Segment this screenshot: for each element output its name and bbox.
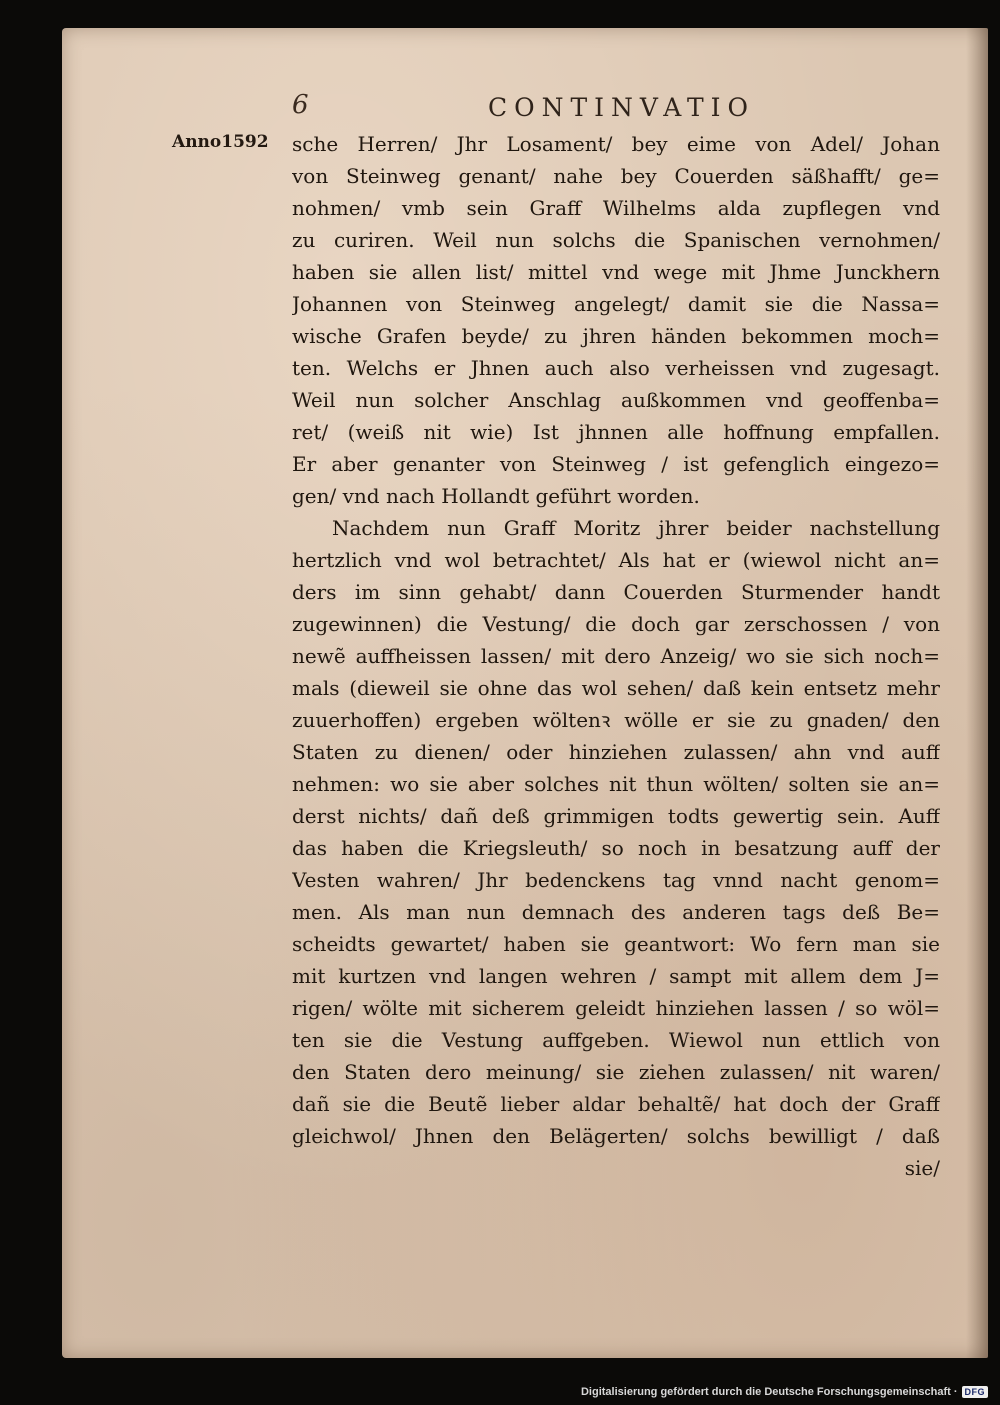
text-line: wische Grafen beyde/ zu jhren händen bekommen moch= <box>292 324 940 348</box>
running-title: CONTINVATIO <box>488 93 756 122</box>
text-line: Weil nun solcher Anschlag außkommen vnd geoffenba= <box>292 388 940 412</box>
text-line: sie/ <box>904 1156 940 1180</box>
text-line: ders im sinn gehabt/ dann Couerden Sturmender handt <box>292 580 940 604</box>
text-line: mit kurtzen vnd langen wehren / sampt mit allem dem J= <box>292 964 940 988</box>
text-line: nohmen/ vmb sein Graff Wilhelms alda zupflegen vnd <box>292 196 940 220</box>
text-line: nehmen: wo sie aber solches nit thun wölten/ solten sie an= <box>292 772 940 796</box>
text-line: Vesten wahren/ Jhr bedenckens tag vnnd nacht genom= <box>292 868 940 892</box>
text-line: sche Herren/ Jhr Losament/ bey eime von Adel/ Johan <box>292 132 940 156</box>
text-line: newẽ auffheissen lassen/ mit dero Anzeig/ wo sie sich noch= <box>292 644 940 668</box>
body-text-block <box>292 128 940 1184</box>
footer-credit: Digitalisierung gefördert durch die Deutsche Forschungsgemeinschaft · <box>580 1386 958 1398</box>
text-line: ret/ (weiß nit wie) Ist jhnnen alle hoffnung empfallen. <box>292 420 940 444</box>
text-line: das haben die Kriegsleuth/ so noch in besatzung auff der <box>292 836 940 860</box>
text-line: derst nichts/ dañ deß grimmigen todts gewertig sein. Auff <box>292 804 940 828</box>
text-line: mals (dieweil sie ohne das wol sehen/ daß kein entsetz mehr <box>292 676 940 700</box>
page-edge-shadow <box>966 28 988 1358</box>
text-line: Er aber genanter von Steinweg / ist gefenglich eingezo= <box>292 452 940 476</box>
text-line: Nachdem nun Graff Moritz jhrer beider nachstellung <box>332 516 940 540</box>
text-line: Staten zu dienen/ oder hinziehen zulassen/ ahn vnd auff <box>292 740 940 764</box>
text-line: Johannen von Steinweg angelegt/ damit sie die Nassa= <box>292 292 940 316</box>
text-line: zugewinnen) die Vestung/ die doch gar zerschossen / von <box>292 612 940 636</box>
text-line: scheidts gewartet/ haben sie geantwort: Wo fern man sie <box>292 932 940 956</box>
text-line: von Steinweg genant/ nahe bey Couerden säßhafft/ ge= <box>292 164 940 188</box>
digitization-footer <box>581 1386 988 1398</box>
text-line: dañ sie die Beutẽ lieber aldar behaltẽ/ hat doch der Graff <box>292 1092 940 1116</box>
text-line: den Staten dero meinung/ sie ziehen zulassen/ nit waren/ <box>292 1060 940 1084</box>
text-line: men. Als man nun demnach des anderen tags deß Be= <box>292 900 940 924</box>
text-line: hertzlich vnd wol betrachtet/ Als hat er (wiewol nicht an= <box>292 548 940 572</box>
text-line: ten sie die Vestung auffgeben. Wiewol nun ettlich von <box>292 1028 940 1052</box>
page-number: 6 <box>292 90 309 120</box>
text-line: gen/ vnd nach Hollandt geführt worden. <box>292 484 700 508</box>
dfg-logo-icon: DFG <box>962 1386 989 1398</box>
text-line: rigen/ wölte mit sicherem geleidt hinziehen lassen / so wöl= <box>292 996 940 1020</box>
text-line: zuuerhoffen) ergeben wöltenꝛ wölle er sie zu gnaden/ den <box>292 708 940 732</box>
text-line: zu curiren. Weil nun solchs die Spanischen vernohmen/ <box>292 228 940 252</box>
text-line: gleichwol/ Jhnen den Belägerten/ solchs bewilligt / daß <box>292 1124 940 1148</box>
text-line: ten. Welchs er Jhnen auch also verheissen vnd zugesagt. <box>292 356 940 380</box>
margin-note-year: Anno1592 <box>172 132 269 152</box>
text-line: haben sie allen list/ mittel vnd wege mit Jhme Junckhern <box>292 260 940 284</box>
